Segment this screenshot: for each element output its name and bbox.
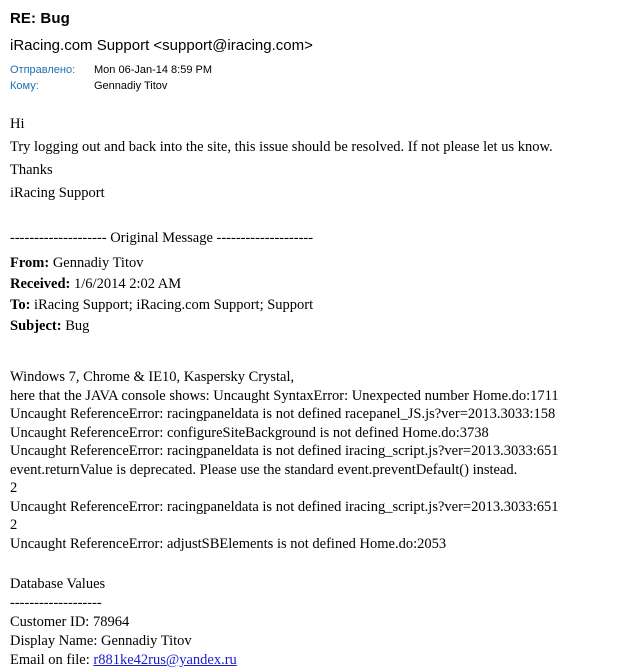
database-values-rule: ------------------- (10, 595, 102, 611)
quoted-line: Uncaught ReferenceError: adjustSBElements is not defined Home.do:2053 (10, 535, 447, 552)
original-field-received-value: 1/6/2014 2:02 AM (74, 276, 182, 292)
reply-line-3: Thanks (10, 162, 53, 178)
database-values-section (10, 575, 617, 670)
original-field-subject (10, 317, 617, 336)
header-value-to: Gennadiy Titov (94, 80, 168, 92)
original-field-received (10, 275, 617, 294)
original-field-subject-label: Subject: (10, 318, 62, 334)
original-field-to-label: To: (10, 297, 31, 313)
original-field-received-label: Received: (10, 276, 71, 292)
quoted-line: Uncaught ReferenceError: racingpaneldata is not defined iracing_script.js?ver=2013.3033:651 (10, 498, 559, 515)
email-address-link[interactable]: r881ke42rus@yandex.ru (93, 652, 237, 668)
header-row-to (10, 78, 212, 94)
database-email-label: Email on file: (10, 652, 94, 668)
original-field-from (10, 254, 617, 273)
original-field-to (10, 296, 617, 315)
message-from-line: iRacing.com Support <support@iracing.com> (10, 37, 313, 54)
header-label-sent: Отправлено: (10, 64, 76, 76)
database-values-title: Database Values (10, 576, 106, 592)
message-subject: RE: Bug (10, 10, 70, 27)
header-row-sent (10, 62, 212, 78)
message-headers (10, 62, 212, 94)
quoted-line: Uncaught ReferenceError: racingpaneldata is not defined iracing_script.js?ver=2013.3033:651 (10, 443, 559, 459)
header-label-to: Кому: (10, 80, 39, 92)
quoted-line: Windows 7, Chrome & IE10, Kaspersky Crystal, (10, 369, 295, 385)
original-field-from-label: From: (10, 255, 50, 271)
quoted-error-log (10, 368, 617, 553)
original-message-separator: -------------------- Original Message -------------------- (10, 230, 314, 246)
header-value-sent: Mon 06-Jan-14 8:59 PM (94, 64, 213, 76)
reply-line-4: iRacing Support (10, 185, 105, 201)
quoted-line: Uncaught ReferenceError: configureSiteBackground is not defined Home.do:3738 (10, 424, 489, 441)
quoted-line: event.returnValue is deprecated. Please use the standard event.preventDefault() instead. (10, 461, 518, 478)
original-field-from-value: Gennadiy Titov (52, 255, 144, 271)
reply-line-2: Try logging out and back into the site, this issue should be resolved. If not please let us know. (10, 139, 553, 155)
quoted-line: Uncaught ReferenceError: racingpaneldata is not defined racepanel_JS.js?ver=2013.3033:158 (10, 406, 556, 422)
quoted-line: 2 (10, 480, 18, 496)
spacer-before-database (10, 553, 617, 575)
database-row-email (10, 651, 617, 670)
original-field-subject-value: Bug (65, 318, 90, 334)
message-body (10, 114, 617, 670)
quoted-line: here that the JAVA console shows: Uncaught SyntaxError: Unexpected number Home.do:1711 (10, 387, 559, 404)
reply-line-1: Hi (10, 116, 25, 132)
spacer-before-quoted (10, 338, 617, 368)
original-field-to-value: iRacing Support; iRacing.com Support; Support (34, 297, 314, 313)
spacer-before-original (10, 206, 617, 228)
reply-body (10, 114, 617, 203)
database-row-customer-id: Customer ID: 78964 (10, 614, 130, 630)
quoted-line: 2 (10, 517, 18, 533)
database-row-display-name: Display Name: Gennadiy Titov (10, 633, 192, 649)
